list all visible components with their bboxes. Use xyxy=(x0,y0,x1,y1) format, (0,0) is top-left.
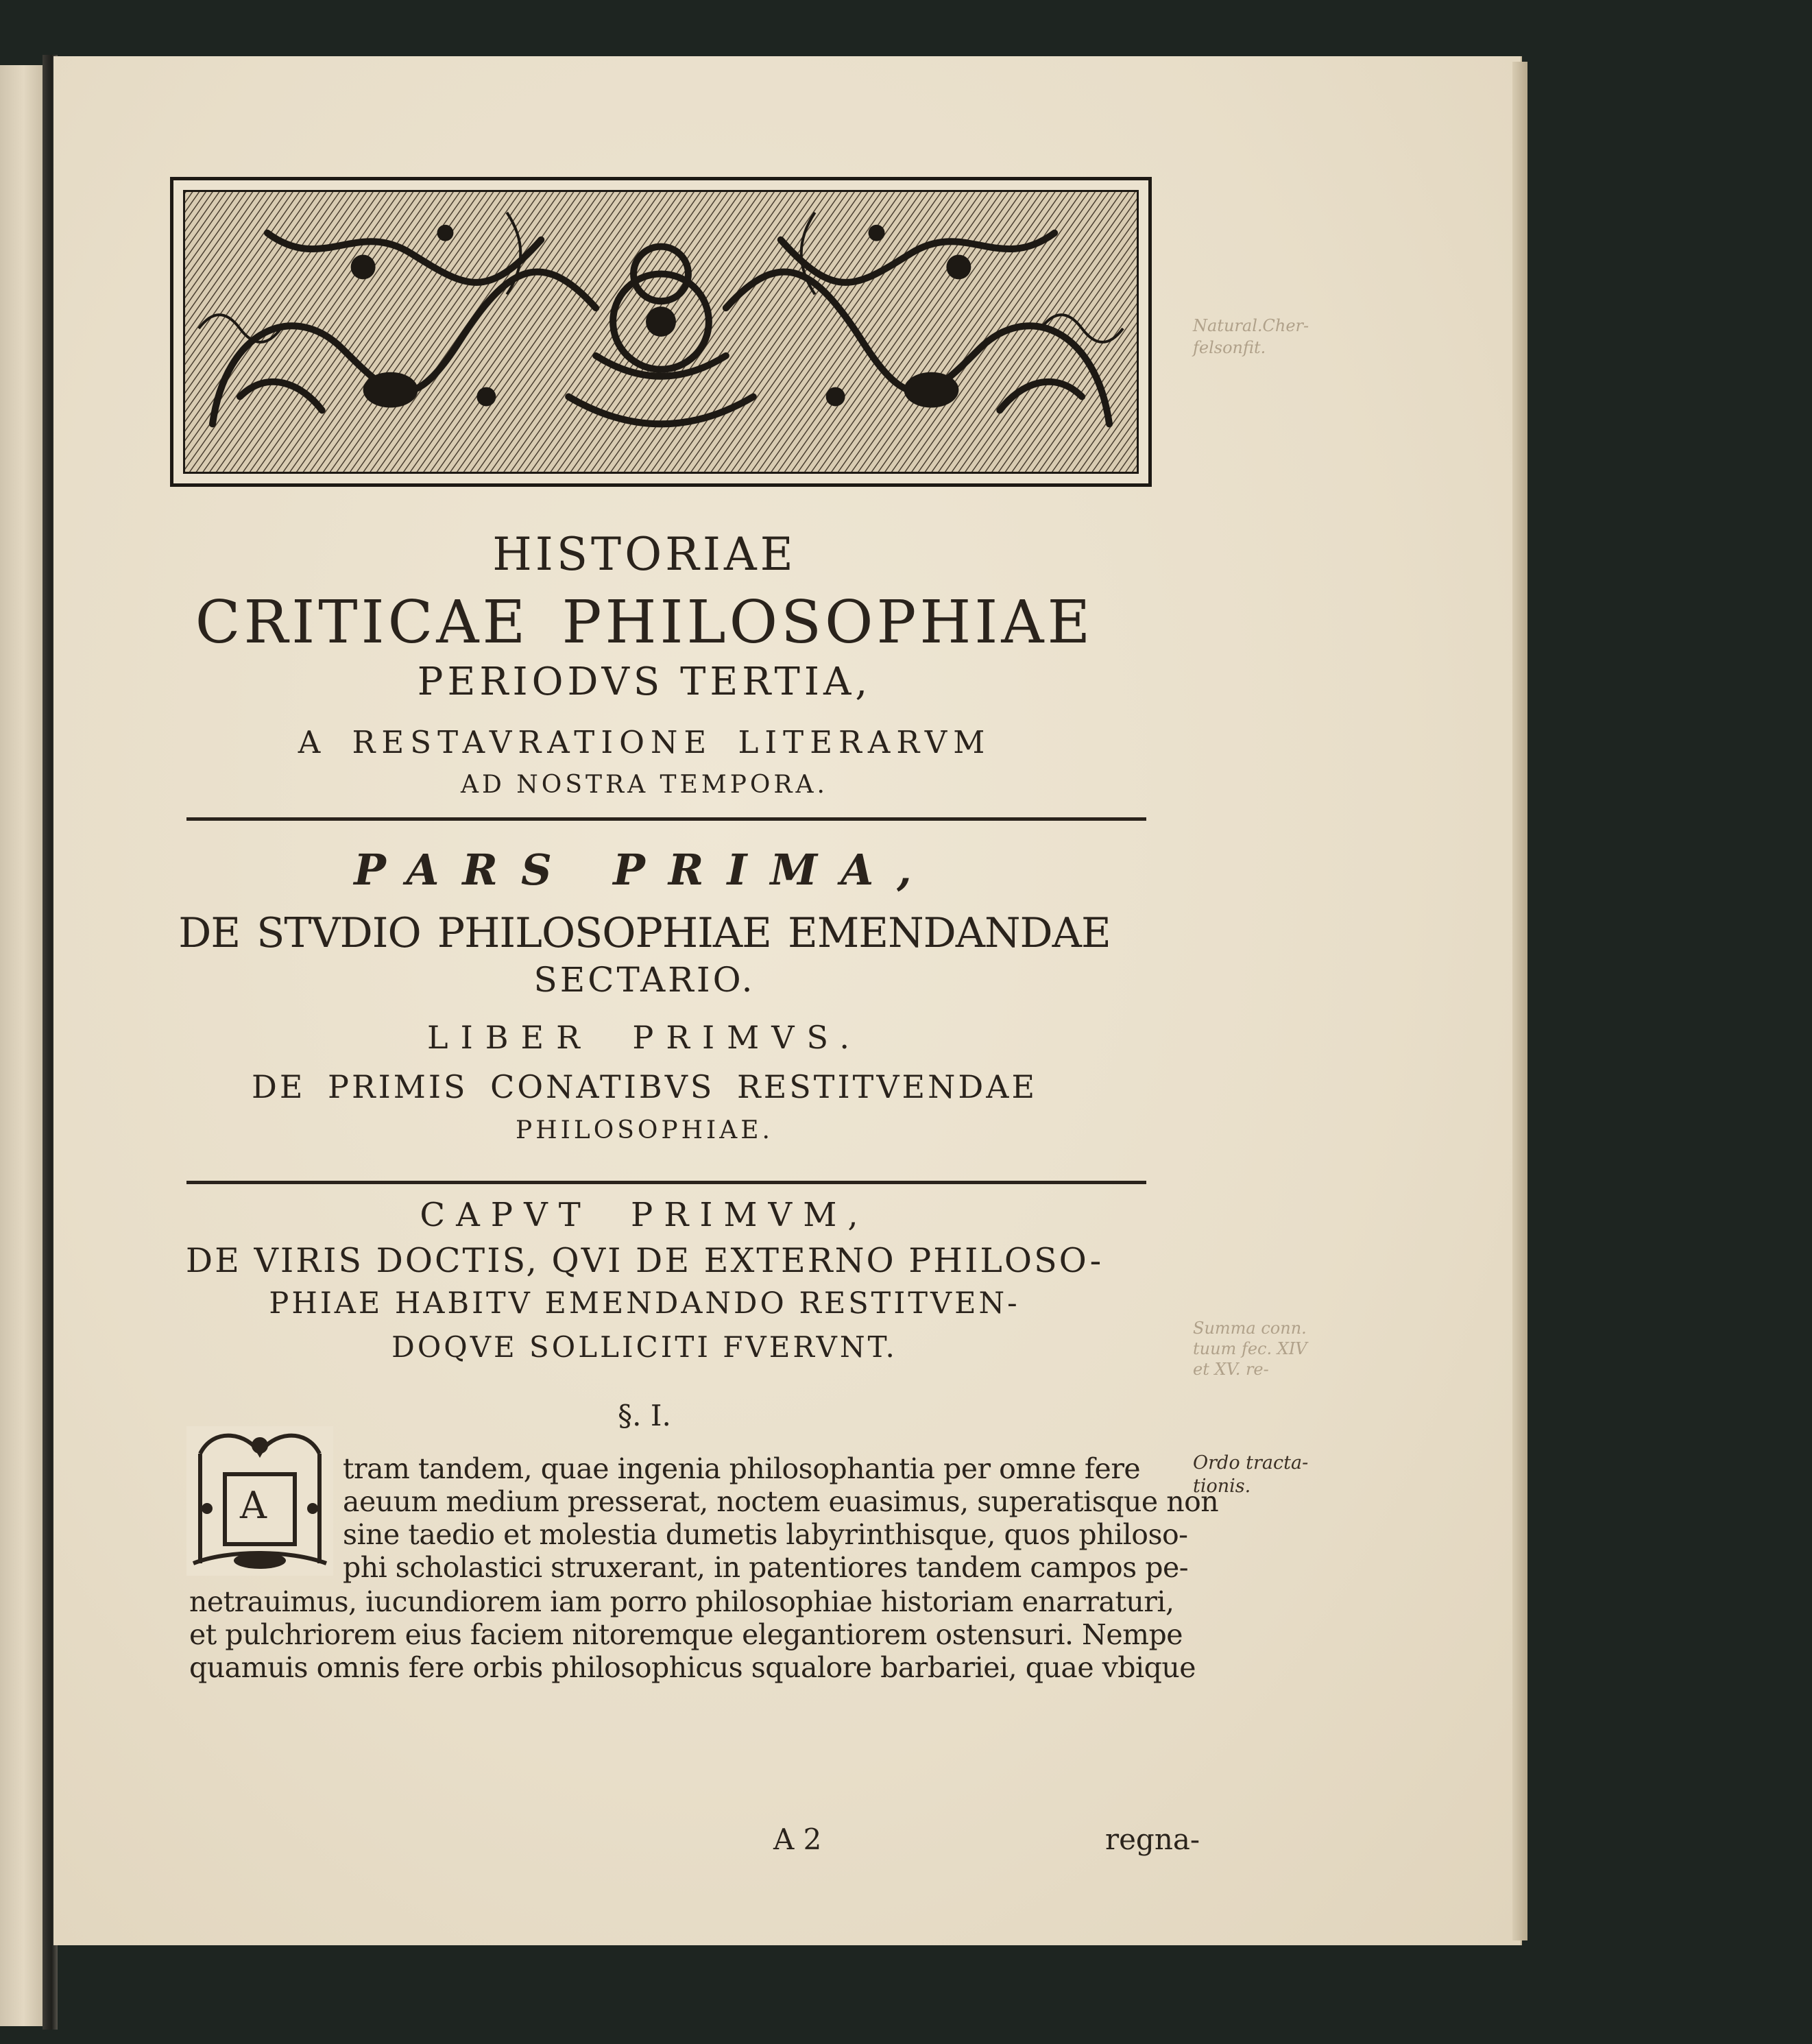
body-line: quamuis omnis fere orbis philosophicus squalore barbariei, quae vbique xyxy=(189,1651,1196,1684)
decorated-initial xyxy=(186,1426,333,1576)
title-line-2: CRITICAE PHILOSOPHIAE xyxy=(195,588,1094,657)
body-line: et pulchriorem eius faciem nitoremque elegantiorem ostensuri. Nempe xyxy=(189,1618,1183,1651)
body-line: phi scholastici struxerant, in patentiores tandem campos pe- xyxy=(343,1551,1189,1584)
show-through-note: et XV. re- xyxy=(1193,1360,1269,1379)
chapter-title-3: DOQVE SOLLICITI FVERVNT. xyxy=(391,1330,897,1364)
section-mark: §. I. xyxy=(618,1399,671,1432)
show-through-note: Natural.Cher- xyxy=(1193,316,1309,335)
margin-note-line-2: tionis. xyxy=(1193,1476,1251,1497)
margin-note-line-1: Ordo tracta- xyxy=(1193,1452,1309,1474)
part-subtitle-2: SECTARIO. xyxy=(533,960,756,1000)
body-line: netrauimus, iucundiorem iam porro philosophiae historiam enarraturi, xyxy=(189,1585,1174,1618)
chapter-heading: CAPVT PRIMVM, xyxy=(420,1196,869,1234)
book-title-2: PHILOSOPHIAE. xyxy=(516,1116,773,1144)
part-subtitle-1: DE STVDIO PHILOSOPHIAE EMENDANDAE xyxy=(178,909,1111,957)
body-line: tram tandem, quae ingenia philosophantia per omne fere xyxy=(343,1452,1141,1485)
show-through-note: felsonfit. xyxy=(1193,338,1266,357)
ornamental-headpiece-icon xyxy=(183,190,1139,474)
divider-rule xyxy=(186,817,1146,821)
divider-rule xyxy=(186,1181,1146,1184)
body-line: sine taedio et molestia dumetis labyrinthisque, quos philoso- xyxy=(343,1518,1188,1551)
catchword: regna- xyxy=(1105,1823,1200,1856)
title-line-5: AD NOSTRA TEMPORA. xyxy=(461,771,828,799)
page-edge-shadow xyxy=(1512,62,1527,1940)
book-title-1: DE PRIMIS CONATIBVS RESTITVENDAE xyxy=(251,1068,1038,1105)
initial-letter: A xyxy=(240,1484,267,1527)
body-line: aeuum medium presserat, noctem euasimus, superatisque non xyxy=(343,1485,1219,1518)
title-line-1: HISTORIAE xyxy=(492,528,797,581)
title-line-4: A RESTAVRATIONE LITERARVM xyxy=(298,724,991,760)
chapter-title-2: PHIAE HABITV EMENDANDO RESTITVEN- xyxy=(269,1286,1020,1321)
chapter-title-1: DE VIRIS DOCTIS, QVI DE EXTERNO PHILOSO- xyxy=(185,1241,1104,1280)
part-heading: PARS PRIMA, xyxy=(354,845,935,895)
book-heading: LIBER PRIMVS. xyxy=(427,1019,862,1056)
ornamental-headpiece xyxy=(170,177,1152,487)
show-through-note: Summa conn. xyxy=(1193,1319,1307,1338)
show-through-note: tuum fec. XIV xyxy=(1193,1339,1307,1358)
signature-mark: A 2 xyxy=(773,1823,822,1856)
title-line-3: PERIODVS TERTIA, xyxy=(417,660,872,704)
